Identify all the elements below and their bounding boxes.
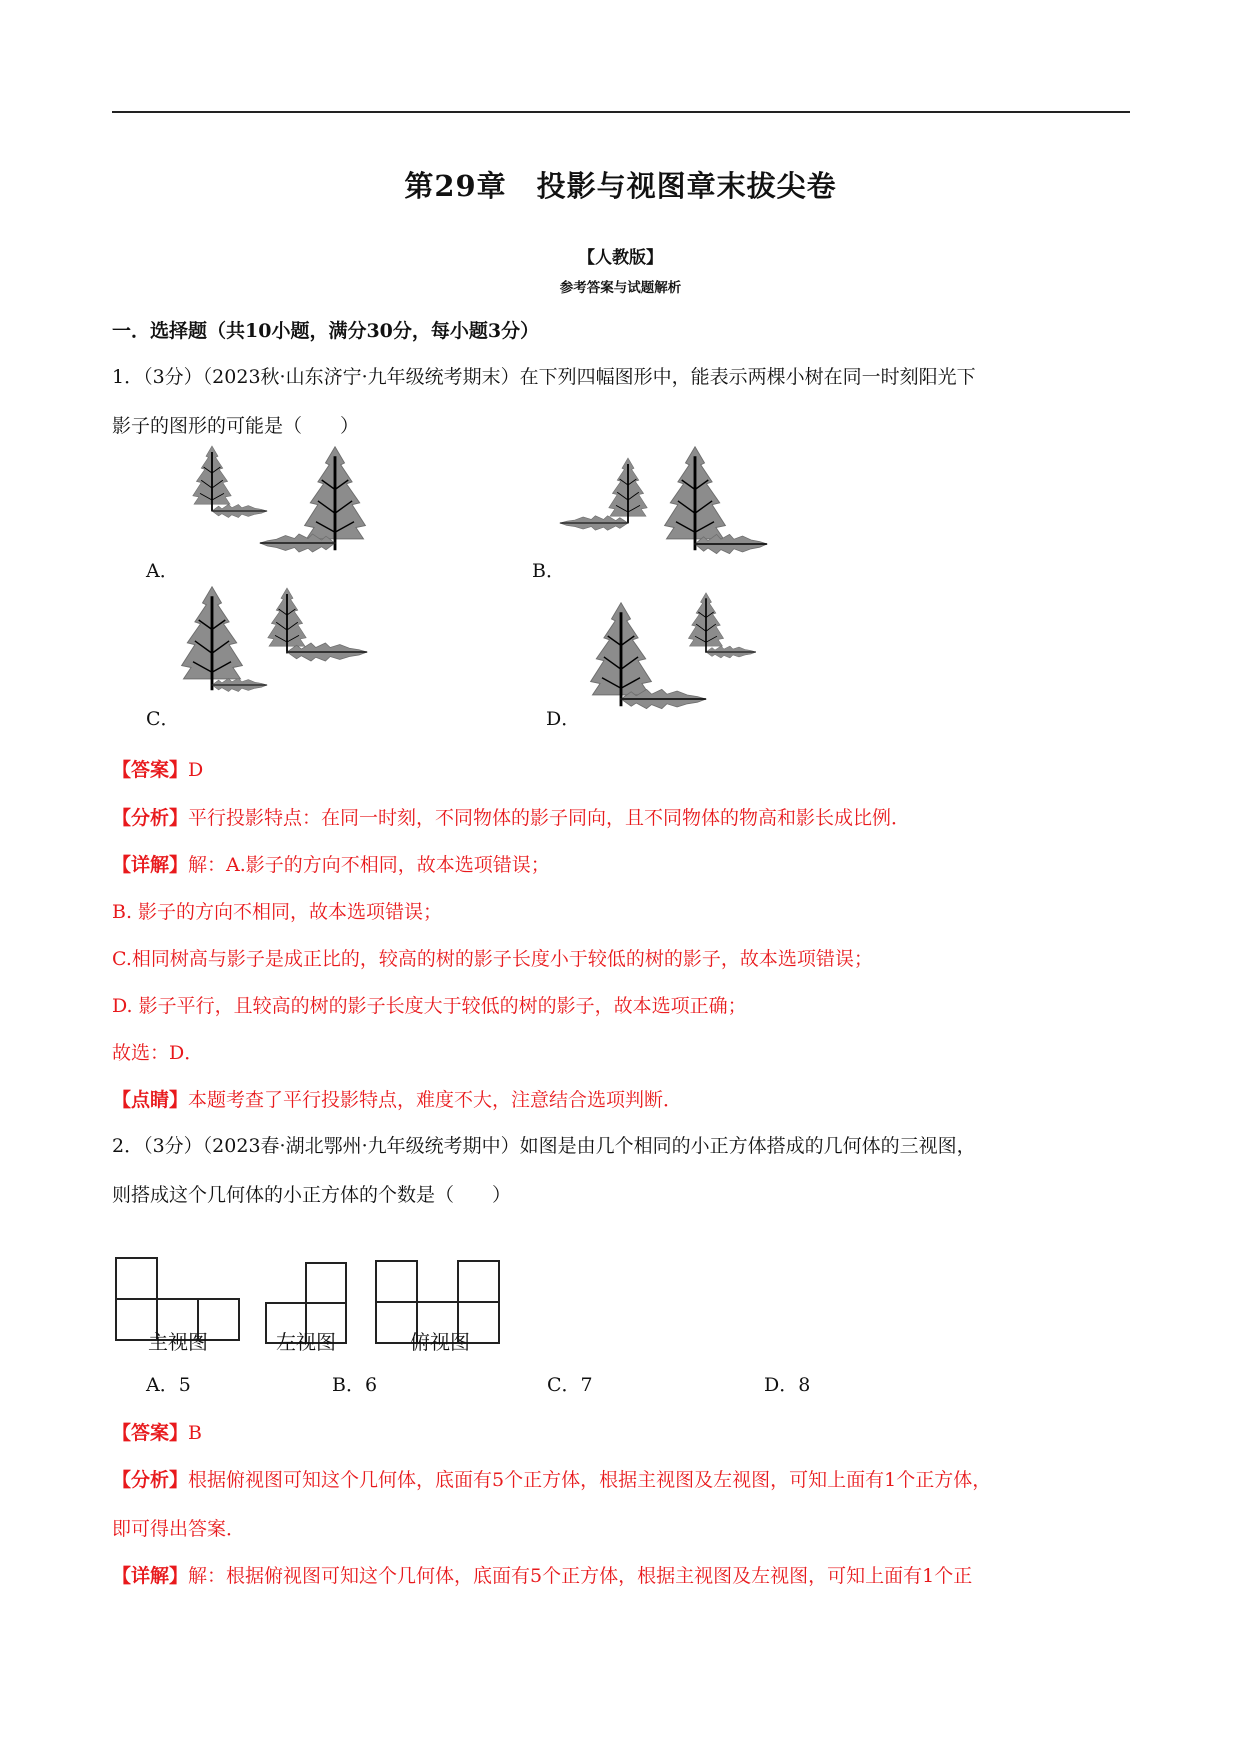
q2-answer-value: B (188, 1422, 202, 1444)
q1-option-b: B． (532, 560, 565, 582)
q1-detail-line4: D. 影子平行，且较高的树的影子长度大于较低的树的影子，故本选项正确； (112, 995, 747, 1017)
section-heading: 一．选择题（共10小题，满分30分，每小题3分） (112, 320, 540, 342)
q1-detail-line1 (112, 850, 550, 877)
option-d-figure (591, 593, 756, 709)
q1-option-c: C． (146, 708, 180, 730)
q2-analysis-text1: 根据俯视图可知这个几何体，底面有5个正方体，根据主视图及左视图，可知上面有1个正方体， (188, 1469, 992, 1491)
q1-analysis (112, 803, 910, 830)
q1-detail-line3: C.相同树高与影子是成正比的，较高的树的影子长度小于较低的树的影子，故本选项错误； (112, 948, 873, 970)
q1-stem-line1: 1．（3分）（2023秋·山东济宁·九年级统考期末）在下列四幅图形中，能表示两棵小树在同一时刻阳光下 (112, 366, 976, 388)
front-view-label: 主视图 (148, 1330, 208, 1354)
q2-stem-line1: 2．（3分）（2023春·湖北鄂州·九年级统考期中）如图是由几个相同的小正方体搭成的几何体的三视图， (112, 1135, 976, 1157)
q1-comment-text: 本题考查了平行投影特点，难度不大，注意结合选项判断． (188, 1089, 683, 1111)
q1-comment-tag: 【点睛】 (112, 1089, 189, 1111)
q2-detail-tag: 【详解】 (112, 1565, 189, 1587)
top-view-label: 俯视图 (410, 1330, 470, 1354)
q1-option-d: D． (546, 708, 581, 730)
page-title: 第29章 投影与视图章末拔尖卷 (404, 169, 837, 203)
q1-analysis-text: 平行投影特点：在同一时刻，不同物体的影子同向，且不同物体的物高和影长成比例． (188, 807, 911, 829)
q2-option-b: B．6 (332, 1374, 378, 1396)
q1-stem-line2: 影子的图形的可能是（ ） (112, 415, 360, 437)
subtitle: 参考答案与试题解析 (559, 280, 682, 296)
q2-three-views (0, 1215, 1241, 1355)
q2-answer (112, 1418, 202, 1445)
option-c-figure (182, 587, 367, 692)
q1-answer (112, 755, 203, 782)
q2-option-a: A．5 (146, 1374, 191, 1396)
option-a-figure (193, 446, 366, 552)
q1-analysis-tag: 【分析】 (112, 807, 189, 829)
q1-detail-line5: 故选：D． (112, 1042, 204, 1064)
q1-answer-value: D (188, 759, 204, 781)
q1-detail-tag: 【详解】 (112, 854, 189, 876)
q2-stem-line2: 则搭成这个几何体的小正方体的个数是（ ） (112, 1184, 512, 1206)
q1-answer-tag: 【答案】 (112, 759, 189, 781)
edition-label: 【人教版】 (578, 248, 663, 268)
left-view-label: 左视图 (276, 1330, 336, 1354)
front-view (116, 1258, 239, 1340)
q2-answer-tag: 【答案】 (112, 1422, 189, 1444)
header-rule (112, 111, 1130, 113)
q2-analysis-line2: 即可得出答案． (112, 1518, 246, 1540)
q1-detail-text1: 解：A.影子的方向不相同，故本选项错误； (188, 854, 550, 876)
q2-analysis-tag: 【分析】 (112, 1469, 189, 1491)
q2-option-c: C．7 (547, 1374, 593, 1396)
q2-analysis-line1 (112, 1465, 991, 1492)
q1-detail-line2: B. 影子的方向不相同，故本选项错误； (112, 901, 443, 923)
q1-comment (112, 1085, 682, 1112)
q1-option-a: A． (146, 560, 179, 582)
option-b-figure (560, 447, 767, 554)
q2-detail-text1: 解：根据俯视图可知这个几何体，底面有5个正方体，根据主视图及左视图，可知上面有1个正 (188, 1565, 973, 1587)
q1-figures (0, 445, 1241, 745)
q2-option-d: D．8 (764, 1374, 811, 1396)
q2-detail-line1 (112, 1561, 972, 1588)
